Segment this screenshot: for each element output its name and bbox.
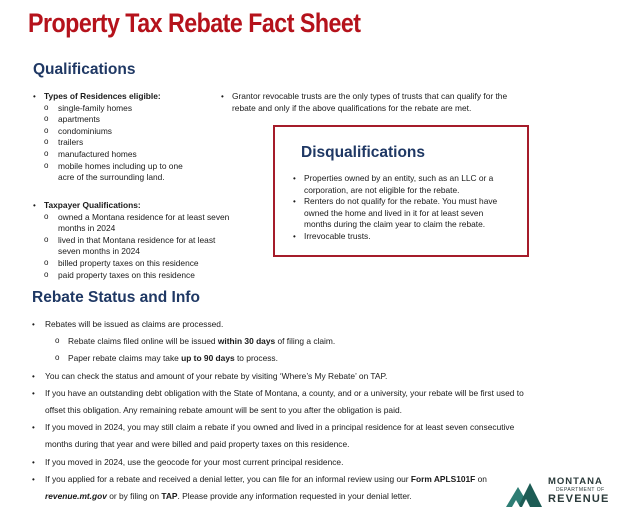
qualifications-left-column — [33, 91, 233, 184]
list-item: o paid property taxes on this residence — [44, 270, 233, 282]
debt-line-1: If you have an outstanding debt obligation with the State of Montana, a county, and or a university, your rebate will be first used to — [45, 387, 524, 398]
page-title: Property Tax Rebate Fact Sheet — [28, 8, 361, 38]
denial-mid: or by filing on — [106, 491, 162, 502]
debt-line-2: offset this obligation. Any remaining rebate amount will be sent to you after the obligation is paid. — [45, 405, 402, 416]
disqualifications-heading: Disqualifications — [301, 144, 426, 161]
revenue-website-link[interactable]: revenue.mt.gov — [45, 491, 107, 502]
online-text-end: of filing a claim. — [275, 336, 336, 347]
list-item: • Properties owned by an entity, such as an LLC or a corporation, are not eligible for the rebate. — [293, 173, 513, 196]
list-item: o trailers — [44, 137, 233, 149]
qualifications-heading: Qualifications — [33, 61, 136, 78]
logo-line-2: DEPARTMENT OF — [556, 487, 605, 493]
list-item — [55, 333, 632, 350]
paper-text-end: to process. — [234, 353, 278, 364]
list-item — [55, 350, 632, 367]
residences-list — [44, 103, 233, 184]
list-item: o condominiums — [44, 126, 233, 138]
denial-text-end: . Please provide any information requested in your denial letter. — [177, 491, 412, 502]
denial-form-name: Form APLS101F — [410, 473, 476, 484]
denial-text: If you applied for a rebate and received a denial letter, you can file for an informal review using our — [45, 473, 411, 484]
disqualifications-list — [293, 173, 513, 243]
taxpayer-label: Taxpayer Qualifications: — [44, 200, 141, 210]
list-item — [32, 385, 632, 419]
list-item: o manufactured homes — [44, 149, 233, 161]
online-text: Rebate claims filed online will be issued — [68, 336, 218, 347]
montana-revenue-logo — [506, 476, 634, 512]
online-days: within 30 days — [217, 336, 276, 347]
list-item: o mobile homes including up to one acre of the surrounding land. — [44, 161, 198, 184]
list-item: o owned a Montana residence for at least seven months in 2024 — [44, 212, 233, 235]
paper-days: up to 90 days — [181, 353, 235, 364]
taxpayer-section — [33, 200, 233, 281]
list-item: o single-family homes — [44, 103, 233, 115]
taxpayer-list — [44, 212, 233, 282]
residences-label: Types of Residences eligible: — [44, 91, 161, 101]
taxpayer-block — [33, 200, 233, 281]
tap-link[interactable]: TAP — [161, 491, 178, 502]
list-item: • Irrevocable trusts. — [293, 231, 513, 243]
trust-note: • Grantor revocable trusts are the only types of trusts that can qualify for the rebate and only if the above qualifications for the rebate are met. — [221, 91, 527, 114]
list-item: o lived in that Montana residence for at least seven months in 2024 — [44, 235, 233, 258]
denial-on: on — [475, 473, 487, 484]
rebate-timing-list — [45, 333, 632, 367]
list-item: o apartments — [44, 114, 233, 126]
trust-note-block — [221, 91, 527, 114]
rebate-status-heading: Rebate Status and Info — [32, 289, 200, 306]
mountain-logo-icon — [506, 479, 546, 509]
residences-block — [33, 91, 233, 184]
moved-line-1: If you moved in 2024, you may still claim a rebate if you owned and lived in a principal residence for at least seven consecutive — [45, 422, 515, 433]
list-item — [32, 419, 632, 453]
logo-line-3: REVENUE — [548, 493, 610, 505]
moved-line-2: months during that year and were billed and paid property taxes on this residence. — [45, 439, 350, 450]
disqualifications-list-wrap — [293, 173, 513, 243]
list-item: o billed property taxes on this residence — [44, 258, 233, 270]
logo-line-1: MONTANA — [548, 476, 603, 487]
list-item: • You can check the status and amount of your rebate by visiting ‘Where’s My Rebate’ on TAP. — [32, 368, 632, 385]
list-item — [32, 316, 632, 368]
list-item: • Renters do not qualify for the rebate. You must have owned the home and lived in it for at least seven months during the claim year to claim the rebate. — [293, 196, 513, 231]
issued-text: Rebates will be issued as claims are processed. — [45, 319, 224, 329]
paper-text: Paper rebate claims may take — [68, 353, 182, 364]
list-item: • If you moved in 2024, use the geocode for your most current principal residence. — [32, 454, 632, 471]
